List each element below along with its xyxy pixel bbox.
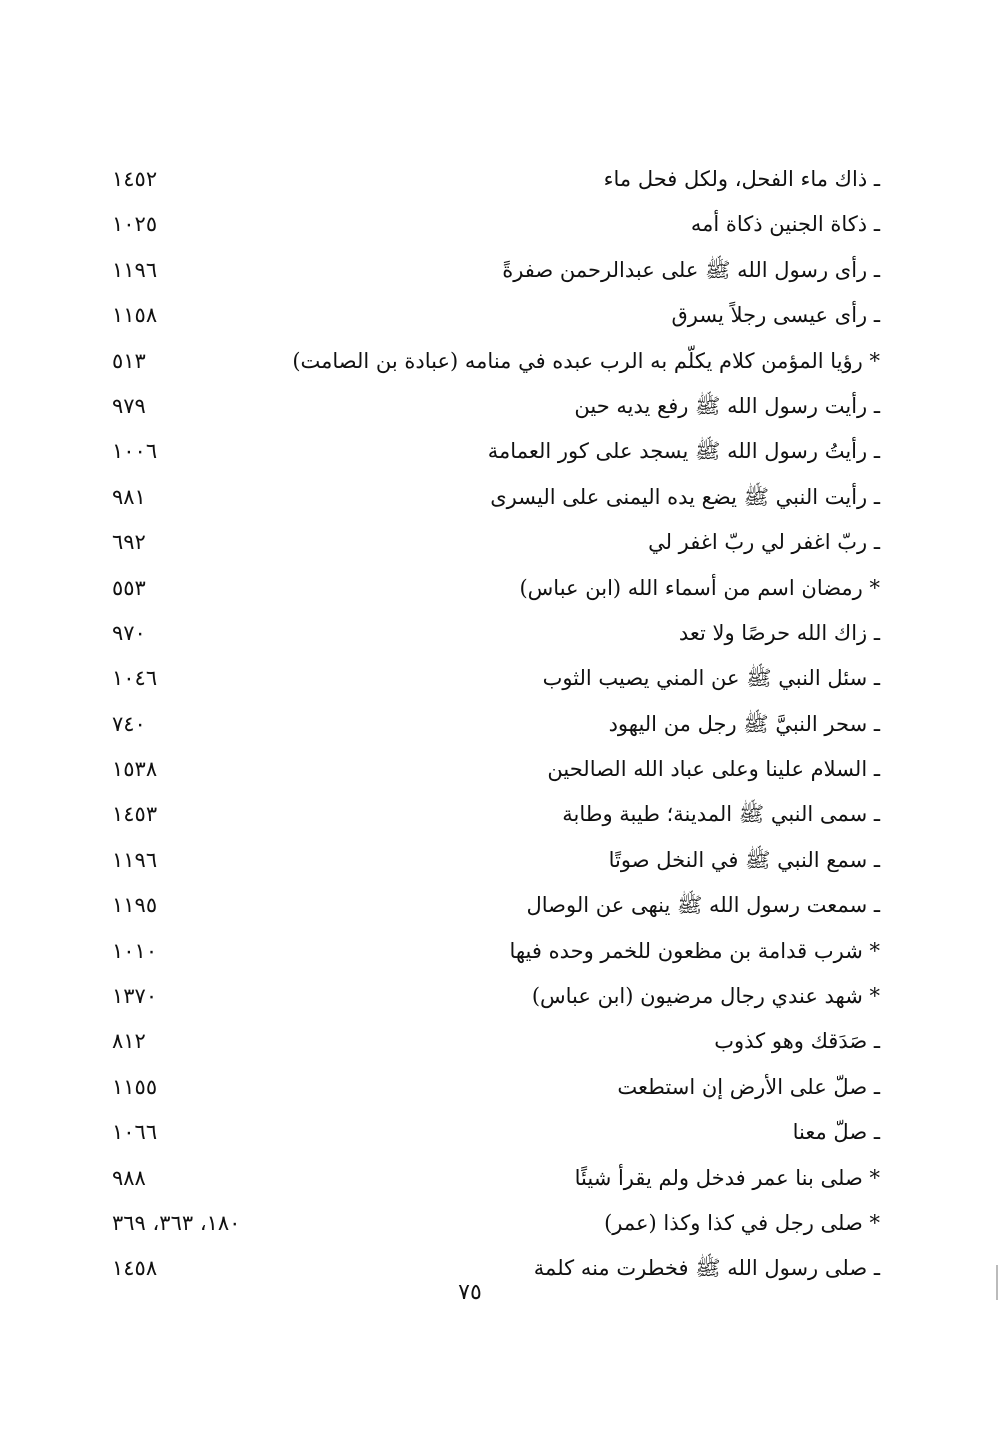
entry-text: ـ رأيت رسول الله ﷺ رفع يديه حين xyxy=(574,393,880,418)
entry-refs: ١٤٥٢ xyxy=(112,167,158,191)
index-row xyxy=(112,251,880,296)
entry-text: ـ سمى النبي ﷺ المدينة؛ طيبة وطابة xyxy=(562,802,880,827)
index-row xyxy=(112,478,880,523)
index-row xyxy=(112,296,880,341)
entry-text: ـ سمع النبي ﷺ في النخل صوتًا xyxy=(608,847,880,872)
entry-refs: ١١٥٨ xyxy=(112,303,158,328)
entry-text: ـ ذاك ماء الفحل، ولكل فحل ماء xyxy=(603,167,880,191)
index-row xyxy=(112,523,880,568)
entry-refs: ٩٧٠ xyxy=(112,620,146,645)
entry-text: * شهد عندي رجال مرضيون (ابن عباس) xyxy=(531,984,880,1009)
index-row xyxy=(112,1068,880,1113)
index-list xyxy=(112,160,880,1295)
index-row xyxy=(112,977,880,1022)
entry-text: ـ رأيتُ رسول الله ﷺ يسجد على كور العمامة xyxy=(487,439,880,464)
scan-edge-mark xyxy=(996,1265,998,1300)
entry-refs: ١١٩٥ xyxy=(112,893,158,918)
index-row xyxy=(112,205,880,250)
entry-refs: ١٤٥٣ xyxy=(112,802,158,827)
index-row xyxy=(112,659,880,704)
index-row xyxy=(112,432,880,477)
entry-text: * شرب قدامة بن مظعون للخمر وحده فيها xyxy=(509,938,880,963)
entry-refs: ١٤٥٨ xyxy=(112,1256,158,1281)
entry-text: ـ رأيت النبي ﷺ يضع يده اليمنى على اليسرى xyxy=(490,484,880,509)
entry-text: * رمضان اسم من أسماء الله (ابن عباس) xyxy=(519,575,880,600)
index-row xyxy=(112,886,880,931)
entry-refs: ٨١٢ xyxy=(112,1029,146,1054)
entry-refs: ١٠٤٦ xyxy=(112,666,158,691)
entry-text: ـ صلّ معنا xyxy=(792,1120,880,1145)
index-row xyxy=(112,705,880,750)
entry-refs: ١١٩٦ xyxy=(112,847,158,872)
entry-refs: ١١٥٥ xyxy=(112,1074,158,1099)
entry-refs: ١٠١٠ xyxy=(112,938,158,963)
page-number: ٧٥ xyxy=(458,1280,482,1305)
entry-refs: ٥٥٣ xyxy=(112,575,146,600)
entry-text: * صلى بنا عمر فدخل ولم يقرأ شيئًا xyxy=(574,1165,880,1190)
index-row xyxy=(112,1159,880,1204)
entry-refs: ١٠٠٦ xyxy=(112,439,158,464)
entry-refs: ١٨٠، ٣٦٣، ٣٦٩ xyxy=(112,1210,241,1235)
entry-text: ـ زاك الله حرصًا ولا تعد xyxy=(678,620,880,645)
entry-refs: ٦٩٢ xyxy=(112,530,146,555)
entry-text: ـ رأى عيسى رجلاً يسرق xyxy=(671,303,880,328)
entry-text: ـ صلّ على الأرض إن استطعت xyxy=(617,1074,880,1099)
entry-refs: ١٠٦٦ xyxy=(112,1120,158,1145)
index-row xyxy=(112,1113,880,1158)
entry-text: ـ سئل النبي ﷺ عن المني يصيب الثوب xyxy=(542,666,880,691)
index-row xyxy=(112,387,880,432)
entry-text: ـ رأى رسول الله ﷺ على عبدالرحمن صفرةً xyxy=(502,257,880,282)
entry-text: ـ سمعت رسول الله ﷺ ينهى عن الوصال xyxy=(526,893,880,918)
entry-refs: ٩٨١ xyxy=(112,484,146,509)
index-row xyxy=(112,160,880,205)
entry-text: ـ صَدَقك وهو كذوب xyxy=(714,1029,880,1054)
index-row xyxy=(112,795,880,840)
index-row xyxy=(112,1022,880,1067)
entry-text: * صلى رجل في كذا وكذا (عمر) xyxy=(604,1210,880,1235)
index-row xyxy=(112,614,880,659)
entry-refs: ٥١٣ xyxy=(112,348,146,373)
entry-refs: ١٣٧٠ xyxy=(112,984,158,1009)
index-row xyxy=(112,750,880,795)
index-row xyxy=(112,932,880,977)
entry-text: ـ السلام علينا وعلى عباد الله الصالحين xyxy=(547,757,880,782)
entry-refs: ١٥٣٨ xyxy=(112,757,158,782)
entry-refs: ١١٩٦ xyxy=(112,257,158,282)
index-row xyxy=(112,569,880,614)
entry-text: ـ سحر النبيَّ ﷺ رجل من اليهود xyxy=(608,711,880,736)
entry-text: * رؤيا المؤمن كلام يكلّم به الرب عبده في منامه (عبادة بن الصامت) xyxy=(292,348,880,373)
entry-refs: ٩٧٩ xyxy=(112,393,146,418)
entry-text: ـ ذكاة الجنين ذكاة أمه xyxy=(690,212,880,237)
index-row xyxy=(112,841,880,886)
index-row xyxy=(112,342,880,387)
entry-refs: ٩٨٨ xyxy=(112,1165,146,1190)
entry-refs: ١٠٢٥ xyxy=(112,212,158,237)
entry-refs: ٧٤٠ xyxy=(112,711,146,736)
index-row xyxy=(112,1204,880,1249)
entry-text: ـ ربّ اغفر لي ربّ اغفر لي xyxy=(648,530,880,555)
entry-text: ـ صلى رسول الله ﷺ فخطرت منه كلمة xyxy=(533,1256,880,1281)
